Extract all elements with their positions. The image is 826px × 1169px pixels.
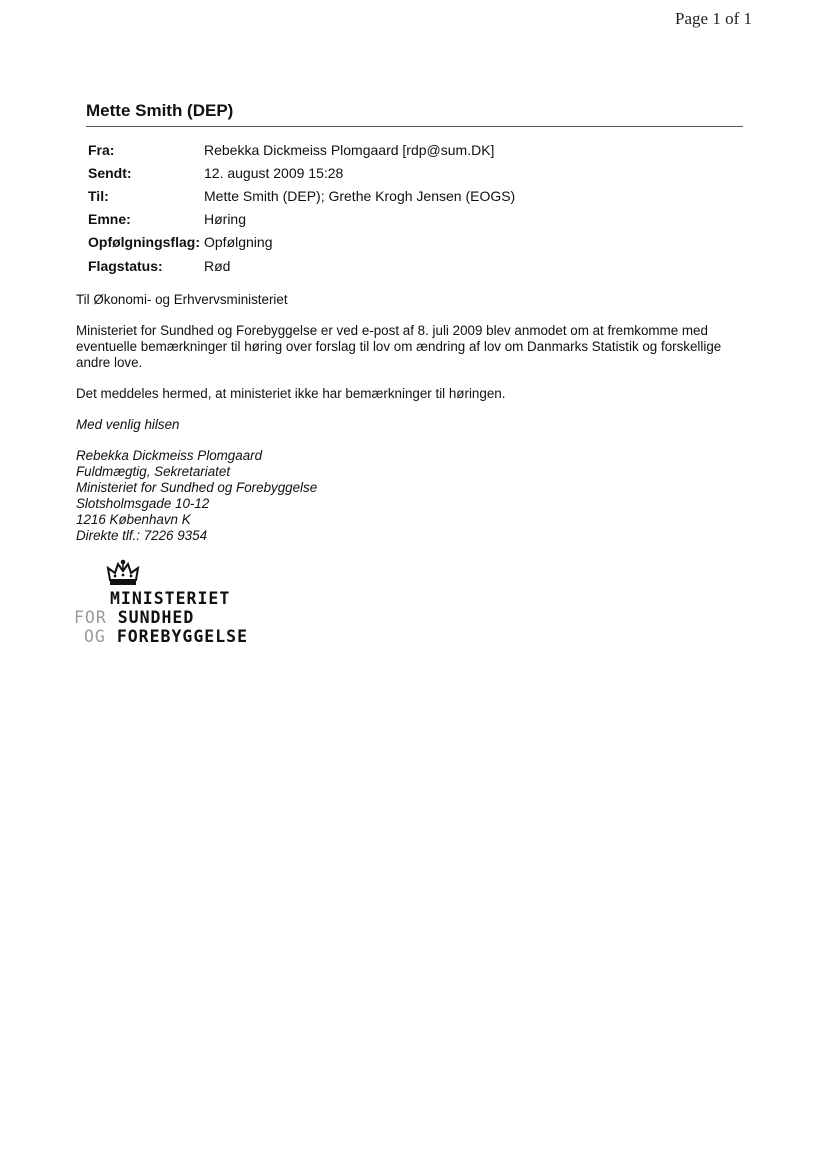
header-key: Fra:	[88, 141, 115, 158]
body-paragraph: Det meddeles hermed, at ministeriet ikke har bemærkninger til høringen.	[76, 386, 506, 401]
header-key: Opfølgningsflag:	[88, 234, 200, 251]
header-value: Opfølgning	[204, 234, 273, 251]
header-value: 12. august 2009 15:28	[204, 164, 344, 181]
logo-word: SUNDHED	[117, 608, 195, 627]
logo-prefix: OG	[84, 627, 106, 646]
header-value: Høring	[204, 211, 247, 228]
header-key: Flagstatus:	[88, 257, 163, 274]
header-key: Emne:	[88, 211, 131, 228]
email-body	[76, 292, 756, 544]
logo-line-ministeriet: MINISTERIET	[110, 589, 231, 608]
ministry-logo	[74, 556, 274, 648]
header-row-flag-status	[88, 254, 515, 277]
header-row-to	[88, 184, 515, 207]
signature-city: 1216 København K	[76, 512, 191, 527]
signature-title: Fuldmægtig, Sekretariatet	[76, 464, 231, 479]
signature-organization: Ministeriet for Sundhed og Forebyggelse	[76, 480, 318, 495]
signature-name: Rebekka Dickmeiss Plomgaard	[76, 448, 263, 463]
header-value: Mette Smith (DEP); Grethe Krogh Jensen (EOGS)	[204, 187, 516, 204]
header-value: Rød	[204, 257, 231, 274]
crown-icon	[106, 558, 140, 588]
header-row-followup-flag	[88, 231, 515, 254]
header-row-sent	[88, 161, 515, 184]
logo-prefix: FOR	[74, 608, 107, 627]
salutation: Til Økonomi- og Erhvervsministeriet	[76, 292, 288, 307]
signature-phone: Direkte tlf.: 7226 9354	[76, 528, 208, 543]
header-row-subject	[88, 208, 515, 231]
body-paragraph: Ministeriet for Sundhed og Forebyggelse er ved e-post af 8. juli 2009 blev anmodet om at fremkomme med eventuelle bemærkninger til høring over forslag til lov om ændring af lov om Danmarks Statistik og forskellige andre love.	[76, 323, 722, 370]
page-number: Page 1 of 1	[675, 9, 752, 28]
logo-word: FOREBYGGELSE	[116, 627, 249, 646]
header-value: Rebekka Dickmeiss Plomgaard [rdp@sum.DK]	[204, 141, 495, 158]
header-row-from	[88, 138, 515, 161]
signature-street: Slotsholmsgade 10-12	[76, 496, 210, 511]
mailbox-owner-title: Mette Smith (DEP)	[86, 101, 234, 120]
logo-line-forebyggelse	[84, 627, 248, 646]
header-key: Til:	[88, 187, 109, 204]
email-header-table	[88, 138, 515, 277]
closing-phrase: Med venlig hilsen	[76, 417, 180, 432]
header-key: Sendt:	[88, 164, 132, 181]
header-divider	[86, 126, 743, 127]
logo-line-sundhed	[74, 608, 194, 627]
signature-block	[76, 448, 756, 544]
